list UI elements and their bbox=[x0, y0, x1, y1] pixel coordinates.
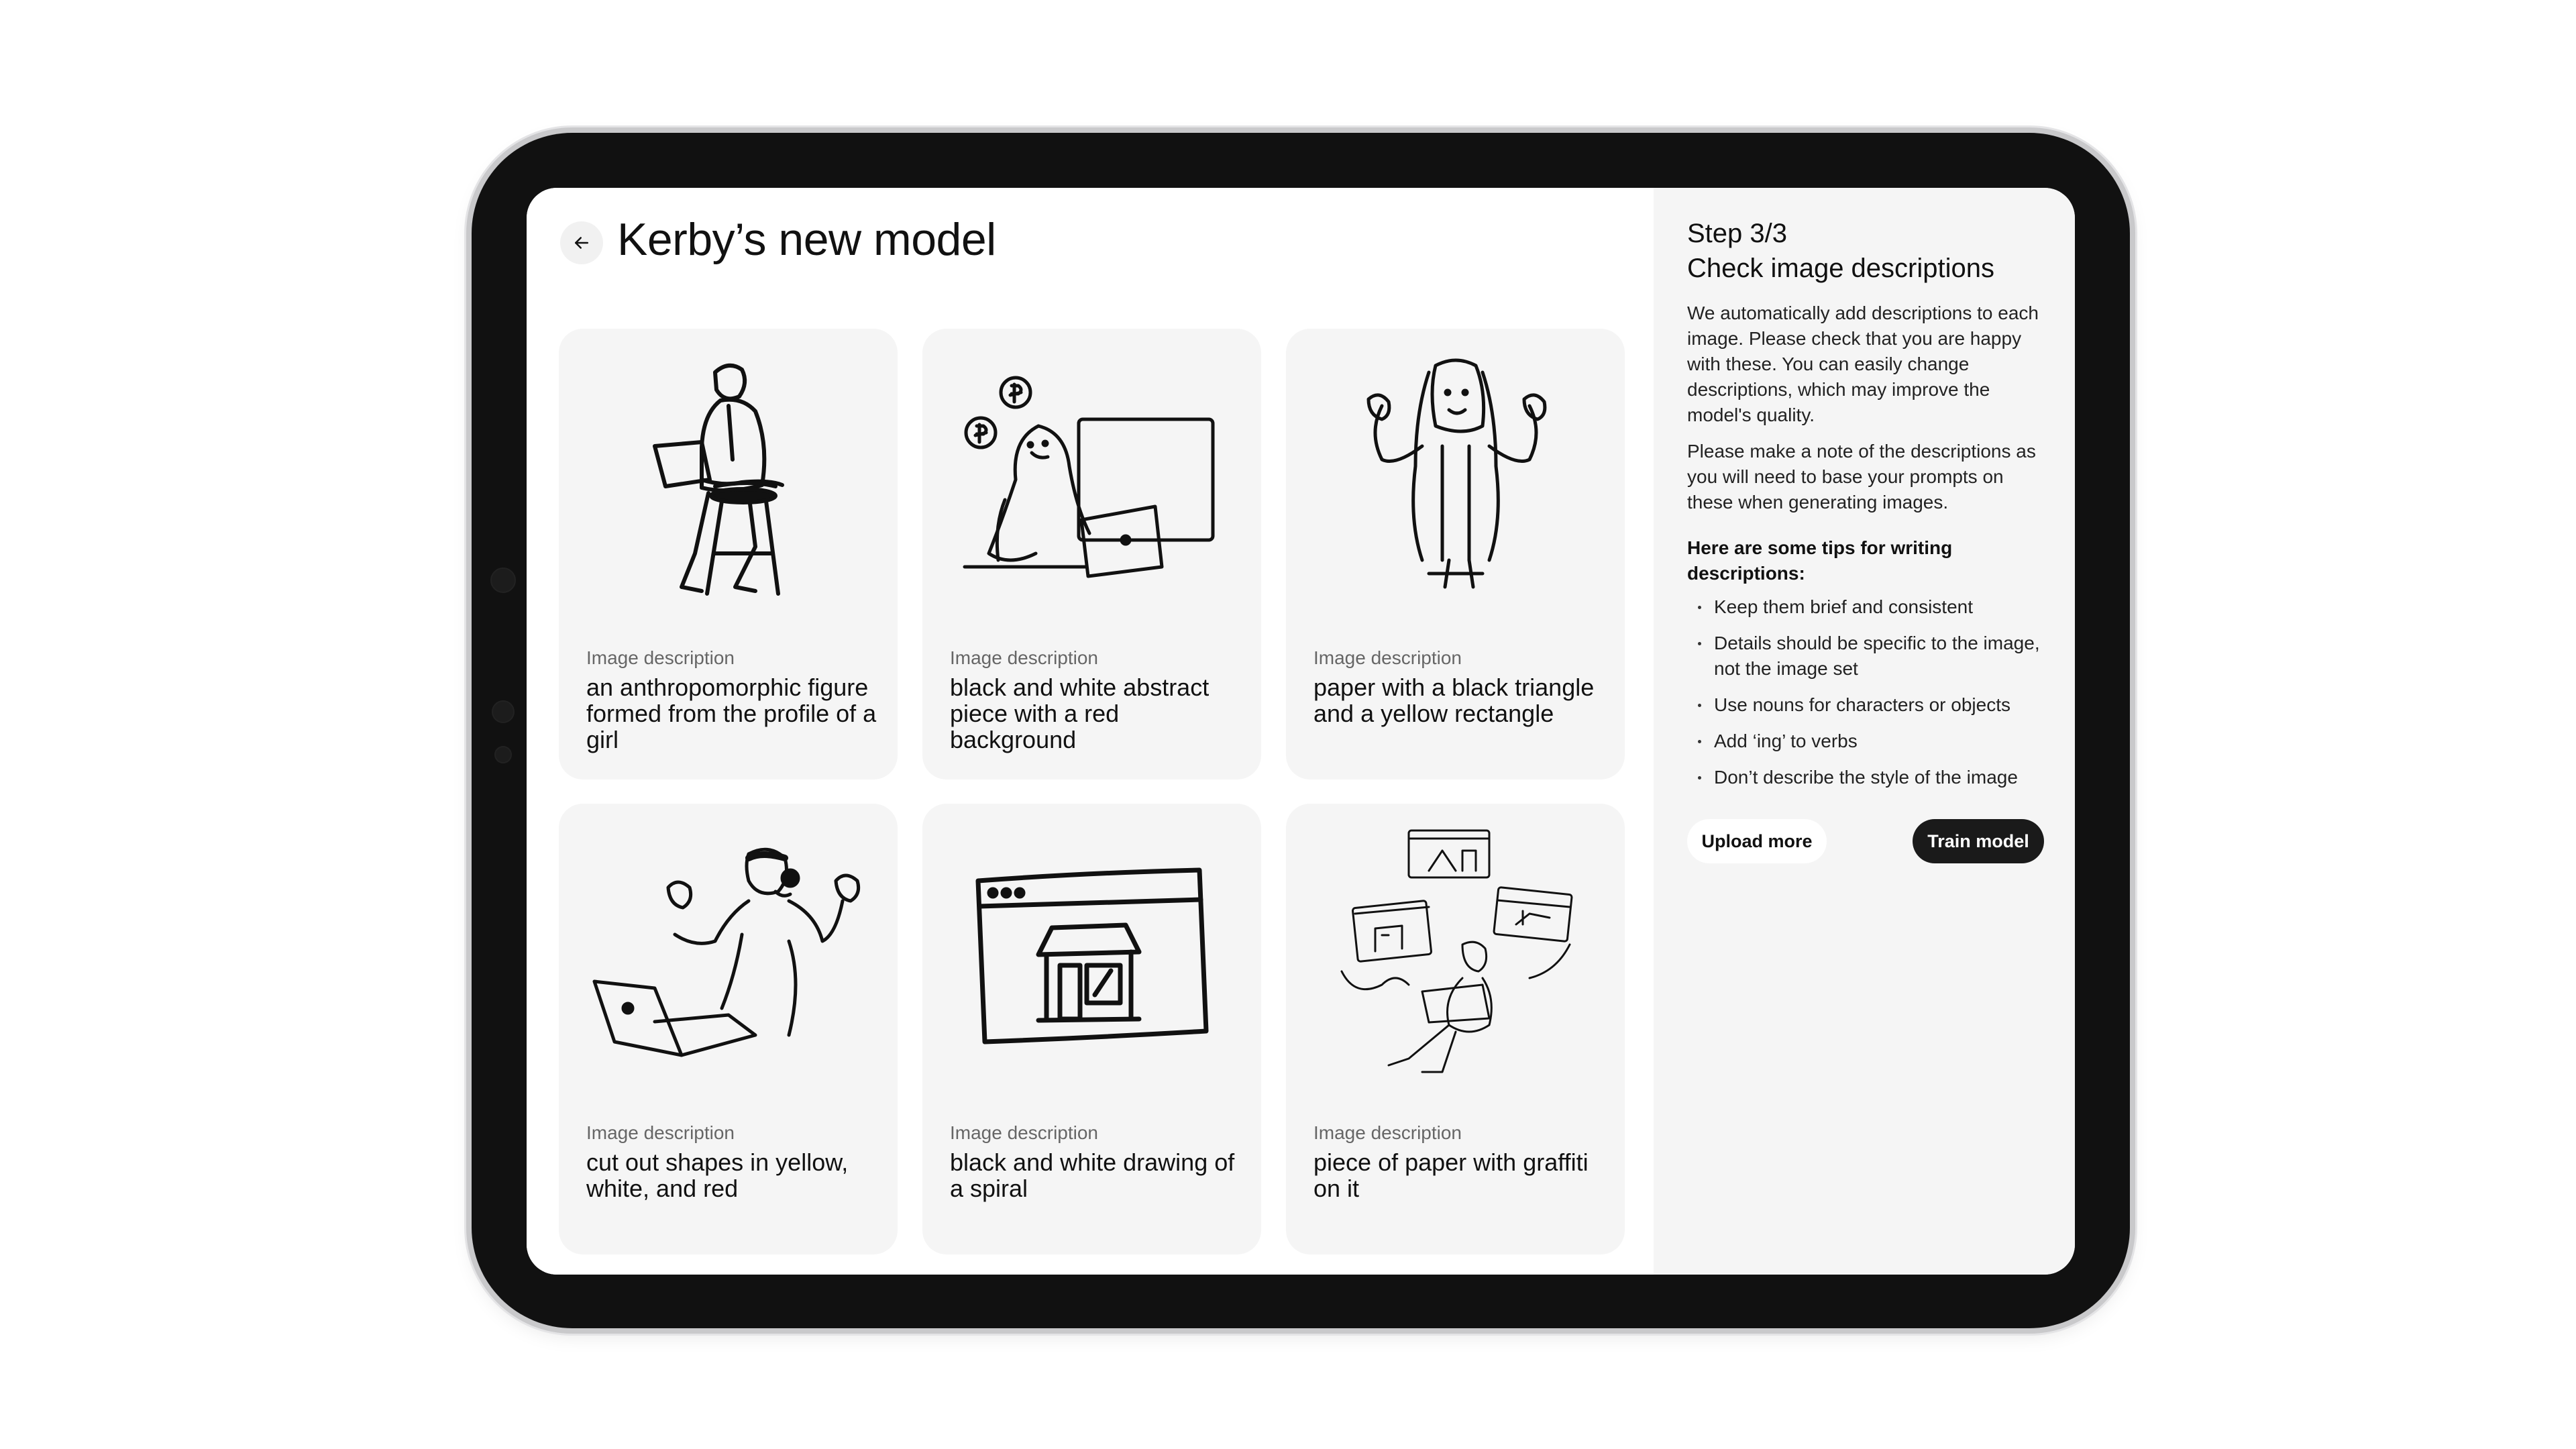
image-card[interactable] bbox=[1286, 329, 1625, 780]
side-panel-content bbox=[1687, 216, 2049, 801]
step-indicator: Step 3/3 bbox=[1687, 219, 1788, 248]
man-with-headset-illustration bbox=[581, 841, 876, 1069]
intro-paragraph: We automatically add descriptions to each image. Please check that you are happy with these. You can easily change descriptions, which may improve the model's quality. bbox=[1687, 303, 2039, 425]
side-panel bbox=[1654, 188, 2075, 1275]
description-text[interactable]: cut out shapes in yellow, white, and red bbox=[586, 1148, 849, 1202]
description-text[interactable]: black and white drawing of a spiral bbox=[950, 1148, 1235, 1202]
tips-list bbox=[1687, 594, 2049, 790]
camera-icon bbox=[490, 568, 516, 593]
woman-with-windows-illustration bbox=[1328, 824, 1583, 1085]
sensor-icon bbox=[494, 746, 512, 763]
upload-more-button[interactable]: Upload more bbox=[1687, 819, 1827, 863]
screen bbox=[527, 188, 2075, 1275]
tip-item: Details should be specific to the image, not the image set bbox=[1687, 631, 2049, 682]
description-text[interactable]: piece of paper with graffiti on it bbox=[1313, 1148, 1589, 1202]
description-label: Image description bbox=[1313, 1122, 1462, 1143]
image-thumbnail bbox=[572, 817, 884, 1092]
image-thumbnail bbox=[572, 342, 884, 617]
description-text[interactable]: black and white abstract piece with a red background bbox=[950, 674, 1210, 753]
tips-heading: Here are some tips for writing descriptions: bbox=[1687, 537, 1953, 584]
image-thumbnail bbox=[936, 342, 1248, 617]
description-label: Image description bbox=[950, 1122, 1099, 1143]
sensor-icon bbox=[492, 700, 515, 723]
tip-item: Keep them brief and consistent bbox=[1687, 594, 2049, 620]
image-thumbnail bbox=[936, 817, 1248, 1092]
arrow-left-icon bbox=[572, 233, 592, 253]
tip-item: Use nouns for characters or objects bbox=[1687, 692, 2049, 718]
description-label: Image description bbox=[586, 647, 735, 668]
woman-at-desk-illustration bbox=[958, 366, 1226, 594]
image-card[interactable] bbox=[1286, 804, 1625, 1254]
back-button[interactable] bbox=[560, 221, 603, 264]
description-label: Image description bbox=[950, 647, 1099, 668]
page-title: Kerby’s new model bbox=[617, 214, 996, 265]
main-content bbox=[527, 188, 1654, 1275]
image-thumbnail bbox=[1299, 817, 1611, 1092]
tip-item: Add ‘ing’ to verbs bbox=[1687, 729, 2049, 754]
image-grid bbox=[559, 329, 1625, 1254]
image-card[interactable] bbox=[922, 804, 1261, 1254]
woman-cheering-illustration bbox=[1348, 352, 1563, 607]
tip-item: Don’t describe the style of the image bbox=[1687, 765, 2049, 790]
image-card[interactable] bbox=[559, 329, 898, 780]
storefront-browser-illustration bbox=[971, 861, 1213, 1049]
image-card[interactable] bbox=[559, 804, 898, 1254]
description-text[interactable]: an anthropomorphic figure formed from the profile of a girl bbox=[586, 674, 877, 753]
man-on-stool-illustration bbox=[628, 352, 829, 607]
image-thumbnail bbox=[1299, 342, 1611, 617]
train-model-button[interactable]: Train model bbox=[1913, 819, 2044, 863]
description-text[interactable]: paper with a black triangle and a yellow rectangle bbox=[1313, 674, 1595, 727]
note-paragraph: Please make a note of the descriptions as you will need to base your prompts on these when generating images. bbox=[1687, 441, 2036, 513]
step-title: Check image descriptions bbox=[1687, 254, 1994, 283]
action-bar bbox=[1687, 819, 2044, 863]
image-card[interactable] bbox=[922, 329, 1261, 780]
description-label: Image description bbox=[1313, 647, 1462, 668]
description-label: Image description bbox=[586, 1122, 735, 1143]
